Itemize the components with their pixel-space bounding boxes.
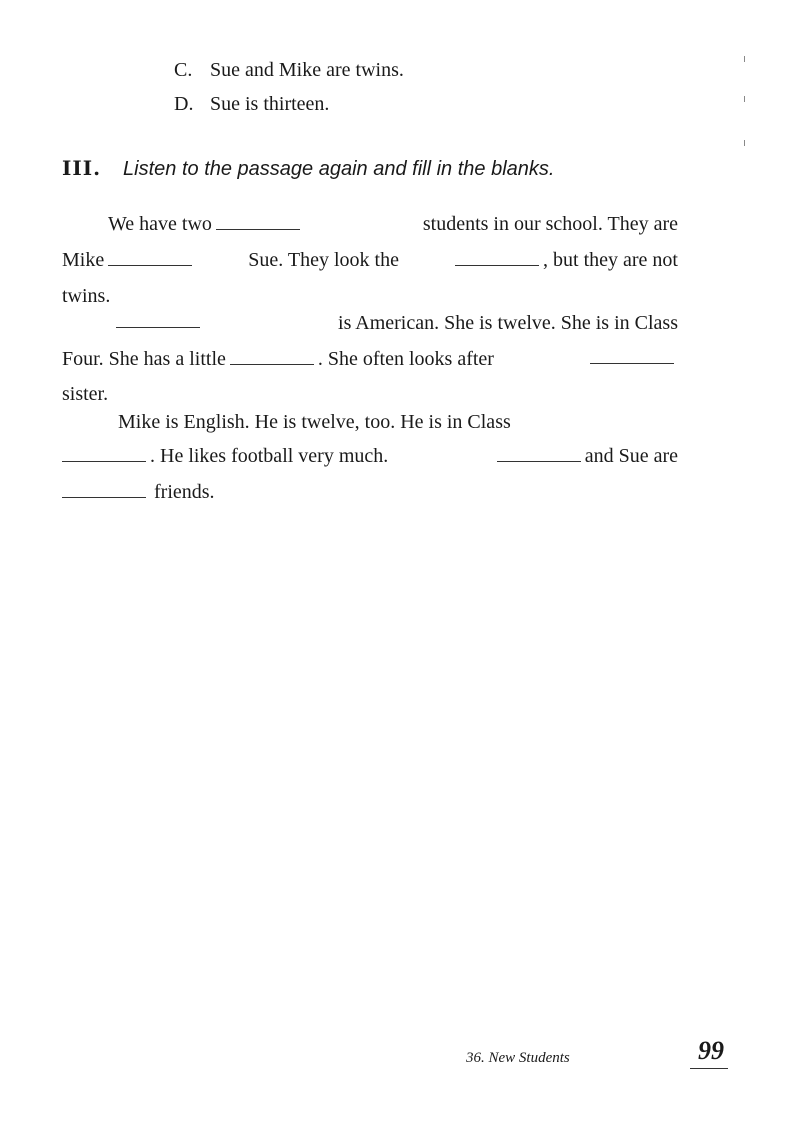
section-numeral: III. <box>62 156 102 180</box>
scan-mark <box>744 96 745 102</box>
passage-text: , but they are not <box>543 249 678 271</box>
option-c <box>174 58 404 82</box>
page-number: 99 <box>698 1036 724 1065</box>
passage-text: We have two <box>108 213 212 235</box>
passage-text: twins. <box>62 285 111 307</box>
passage-text: Mike is English. He is twelve, too. He is in Class <box>118 411 511 433</box>
answer-blank[interactable] <box>62 445 146 462</box>
passage-text: Sue. They look the <box>248 249 399 271</box>
passage-line-6 <box>62 382 108 406</box>
section-heading <box>62 156 554 181</box>
passage-line-4 <box>108 311 678 335</box>
passage-text: sister. <box>62 383 109 405</box>
answer-blank[interactable] <box>497 445 581 462</box>
option-d-letter: D. <box>174 93 194 115</box>
answer-blank[interactable] <box>216 213 300 230</box>
passage-text: and Sue are <box>584 445 678 467</box>
page-number-rule <box>690 1068 728 1069</box>
answer-blank[interactable] <box>230 348 314 365</box>
passage-text: Mike <box>62 249 105 271</box>
passage-text: Four. She has a little <box>62 348 226 370</box>
answer-blank[interactable] <box>590 347 674 364</box>
passage-line-8 <box>62 444 678 468</box>
passage-line-3 <box>62 284 110 308</box>
answer-blank[interactable] <box>108 249 192 266</box>
answer-blank[interactable] <box>116 311 200 328</box>
option-d-text: Sue is thirteen. <box>210 93 330 115</box>
scan-mark <box>744 56 745 62</box>
option-c-letter: C. <box>174 59 193 81</box>
answer-blank[interactable] <box>455 249 539 266</box>
passage-text: . He likes football very much. <box>150 445 389 467</box>
footer-lesson-title: 36. New Students <box>466 1050 570 1066</box>
passage-text: friends. <box>154 481 215 503</box>
option-c-text: Sue and Mike are twins. <box>210 59 404 81</box>
scan-mark <box>744 140 745 146</box>
passage-text: students in our school. They are <box>422 213 678 235</box>
section-instruction: Listen to the passage again and fill in the blanks. <box>123 158 555 180</box>
passage-line-5 <box>62 347 678 371</box>
passage-line-2 <box>62 248 678 272</box>
answer-blank[interactable] <box>62 481 146 498</box>
passage-line-7 <box>118 410 678 434</box>
passage-text: . She often looks after <box>317 348 494 370</box>
passage-text: is American. She is twelve. She is in Class <box>338 312 678 334</box>
option-d <box>174 92 329 116</box>
passage-line-1 <box>62 212 678 236</box>
passage-line-9 <box>62 480 215 504</box>
